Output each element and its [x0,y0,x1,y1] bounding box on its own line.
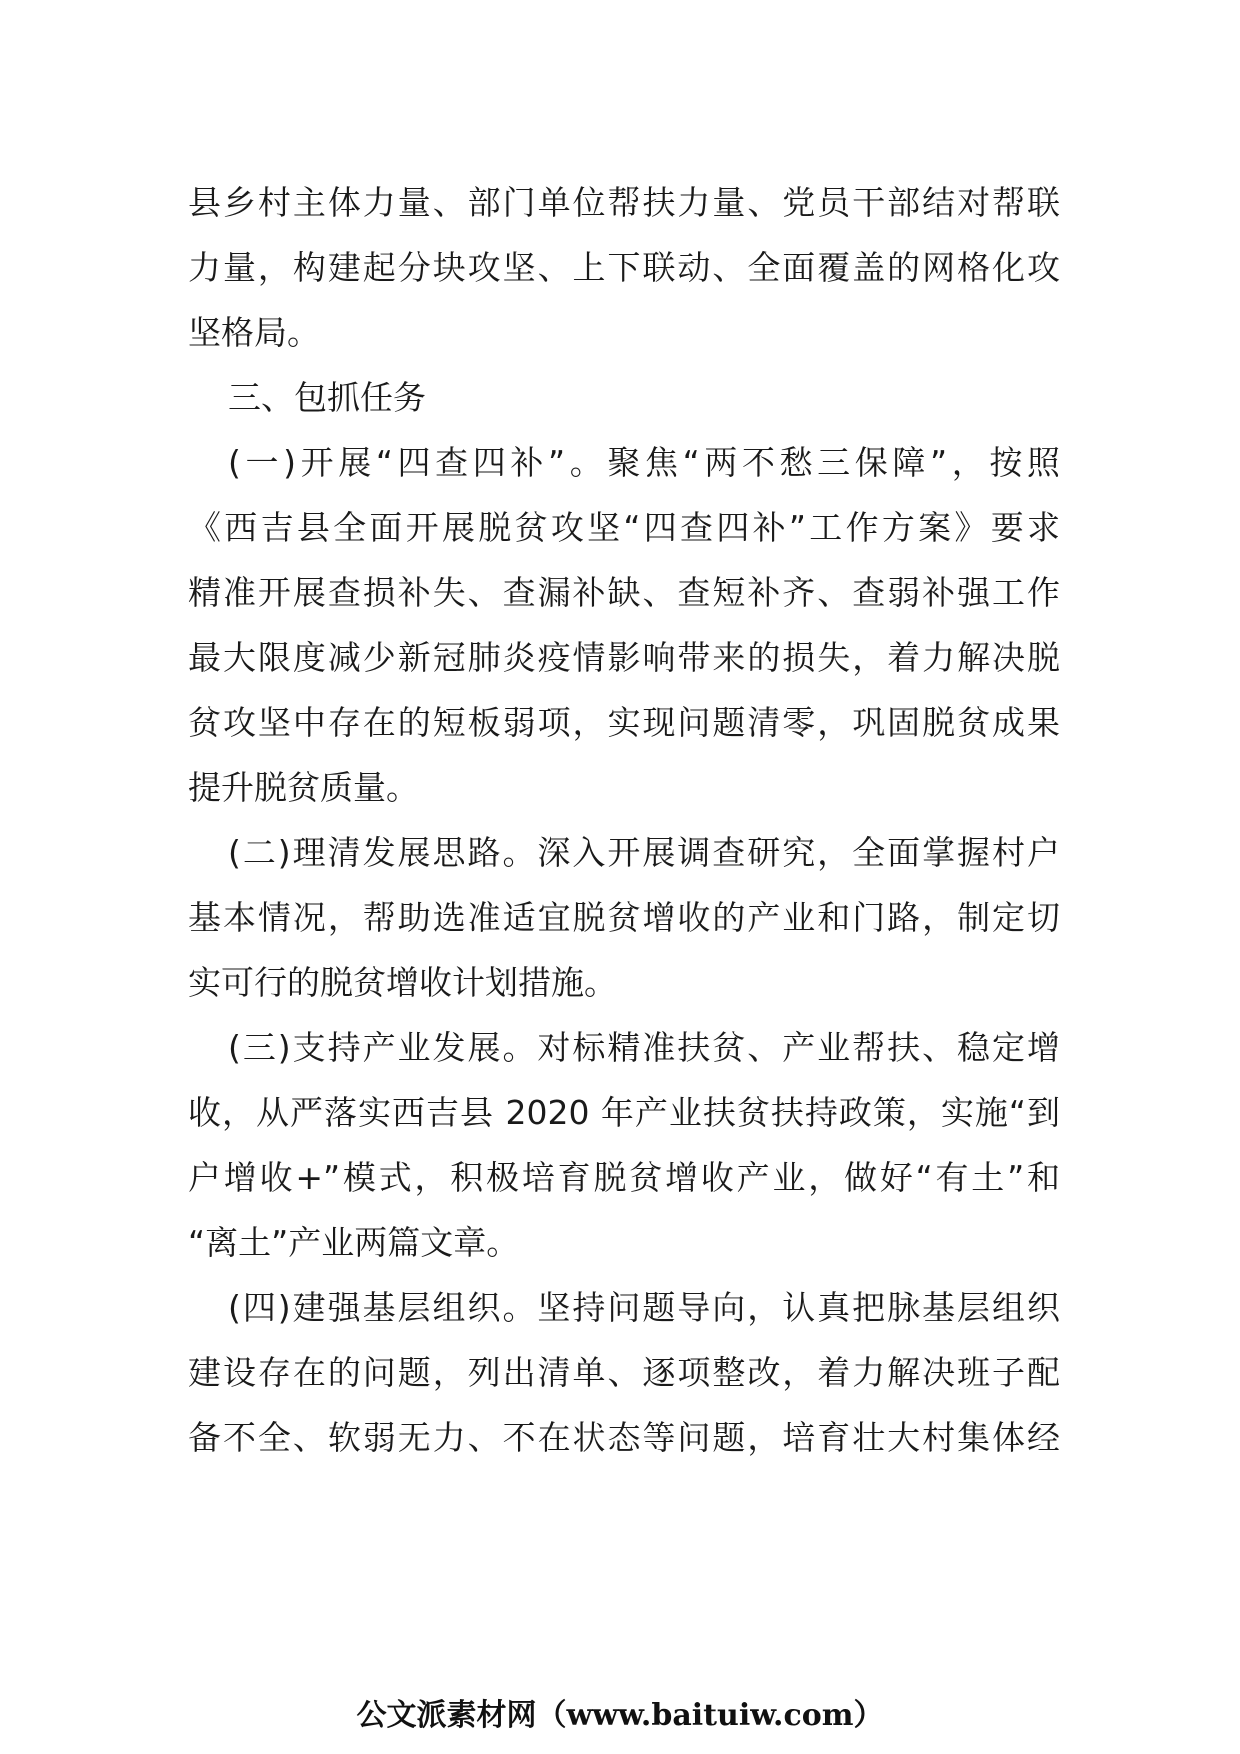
text-line: 基本情况，帮助选准适宜脱贫增收的产业和门路，制定切 [188,898,1060,937]
paragraph [188,1015,1060,1275]
text-line: “离土”产业两篇文章。 [188,1223,520,1262]
text-line: 提升脱贫质量。 [188,768,419,807]
text-line: 最大限度减少新冠肺炎疫情影响带来的损失，着力解决脱 [188,638,1060,677]
text-line: 县乡村主体力量、部门单位帮扶力量、党员干部结对帮联 [188,183,1060,222]
text-line: 力量，构建起分块攻坚、上下联动、全面覆盖的网格化攻 [188,248,1060,287]
text-line: (三)支持产业发展。对标精准扶贫、产业帮扶、稳定增 [228,1028,1060,1067]
text-line: (一)开展“四查四补”。聚焦“两不愁三保障”，按照 [228,443,1060,482]
footer-watermark-text: 公文派素材网（www.baituiw.com） [356,1698,884,1733]
document-body [188,170,1060,1470]
text-line: (二)理清发展思路。深入开展调查研究，全面掌握村户 [228,833,1060,872]
paragraph [188,430,1060,820]
paragraph [188,1275,1060,1470]
paragraph [188,820,1060,1015]
text-line: 备不全、软弱无力、不在状态等问题，培育壮大村集体经 [188,1418,1060,1457]
text-line: 坚格局。 [188,313,320,352]
text-line: (四)建强基层组织。坚持问题导向，认真把脉基层组织 [228,1288,1060,1327]
text-line: 贫攻坚中存在的短板弱项，实现问题清零，巩固脱贫成果 [188,703,1060,742]
text-line: 精准开展查损补失、查漏补缺、查短补齐、查弱补强工作 [188,573,1060,612]
text-line: 三、包抓任务 [228,378,426,417]
section-heading [188,365,1060,430]
text-line: 《西吉县全面开展脱贫攻坚“四查四补”工作方案》要求 [188,508,1060,547]
paragraph [188,170,1060,365]
text-line: 建设存在的问题，列出清单、逐项整改，着力解决班子配 [188,1353,1060,1392]
text-line: 户增收+”模式，积极培育脱贫增收产业，做好“有土”和 [188,1158,1060,1197]
text-line: 收，从严落实西吉县 2020 年产业扶贫扶持政策，实施“到 [188,1093,1060,1132]
text-line: 实可行的脱贫增收计划措施。 [188,963,617,1002]
